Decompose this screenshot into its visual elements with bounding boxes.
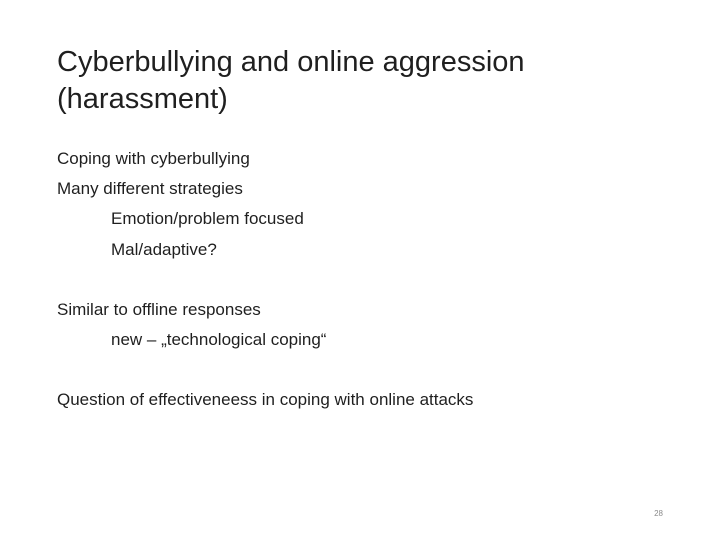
slide-title-line-2: (harassment) [57, 83, 228, 115]
body-subline-maladaptive: Mal/adaptive? [111, 240, 217, 259]
body-subline-technological-coping: new – „technological coping“ [111, 330, 327, 349]
body-line-coping: Coping with cyberbullying [57, 149, 250, 168]
body-subline-emotion-problem: Emotion/problem focused [111, 209, 304, 228]
slide-title [57, 44, 657, 118]
body-line-effectiveness: Question of effectiveneess in coping with online attacks [57, 390, 474, 409]
body-line-offline-responses: Similar to offline responses [57, 300, 261, 319]
slide-number: 28 [654, 509, 663, 518]
slide-title-line-1: Cyberbullying and online aggression [57, 46, 525, 78]
body-line-strategies: Many different strategies [57, 179, 243, 198]
